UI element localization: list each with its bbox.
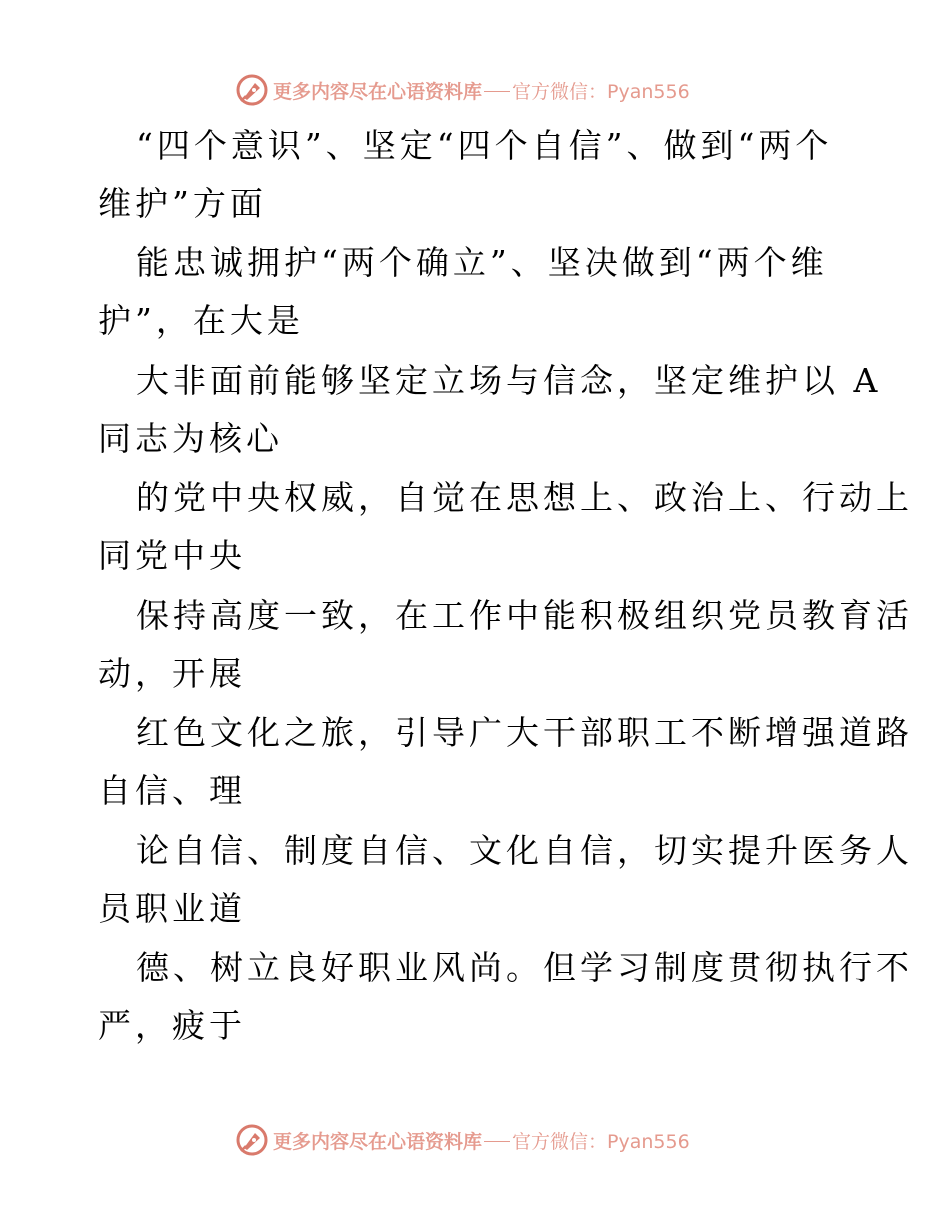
header-watermark-banner [235, 72, 690, 108]
body-line: 红色文化之旅，引导广大干部职工不断增强道路 [136, 713, 913, 752]
body-line: 自信、理 [98, 771, 246, 810]
body-line: 大非面前能够坚定立场与信念，坚定维护以 A [136, 361, 882, 400]
watermark-title: 更多内容尽在心语资料库 [273, 80, 483, 103]
body-line: 同党中央 [98, 536, 246, 575]
body-line: 护”，在大是 [98, 301, 304, 340]
body-line: 德、树立良好职业风尚。但学习制度贯彻执行不 [136, 948, 913, 987]
watermark-dash [484, 91, 510, 92]
watermark-subtitle: 官方微信：Pyan556 [512, 80, 690, 103]
watermark-title: 更多内容尽在心语资料库 [273, 1130, 483, 1153]
body-line: 维护”方面 [98, 184, 267, 223]
pen-nib-logo-icon [235, 1123, 269, 1157]
body-line: “四个意识”、坚定“四个自信”、做到“两个 [136, 126, 833, 165]
watermark-subtitle: 官方微信：Pyan556 [512, 1130, 690, 1153]
body-line: 动，开展 [98, 654, 246, 693]
body-line: 同志为核心 [98, 419, 283, 458]
body-line: 严，疲于 [98, 1006, 246, 1045]
body-line: 论自信、制度自信、文化自信，切实提升医务人 [136, 831, 913, 870]
footer-watermark-banner [235, 1122, 690, 1158]
pen-nib-logo-icon [235, 73, 269, 107]
body-line: 保持高度一致，在工作中能积极组织党员教育活 [136, 596, 913, 635]
body-line: 员职业道 [98, 889, 246, 928]
body-line: 的党中央权威，自觉在思想上、政治上、行动上 [136, 478, 913, 517]
watermark-dash [484, 1141, 510, 1142]
body-line: 能忠诚拥护“两个确立”、坚决做到“两个维 [136, 243, 828, 282]
